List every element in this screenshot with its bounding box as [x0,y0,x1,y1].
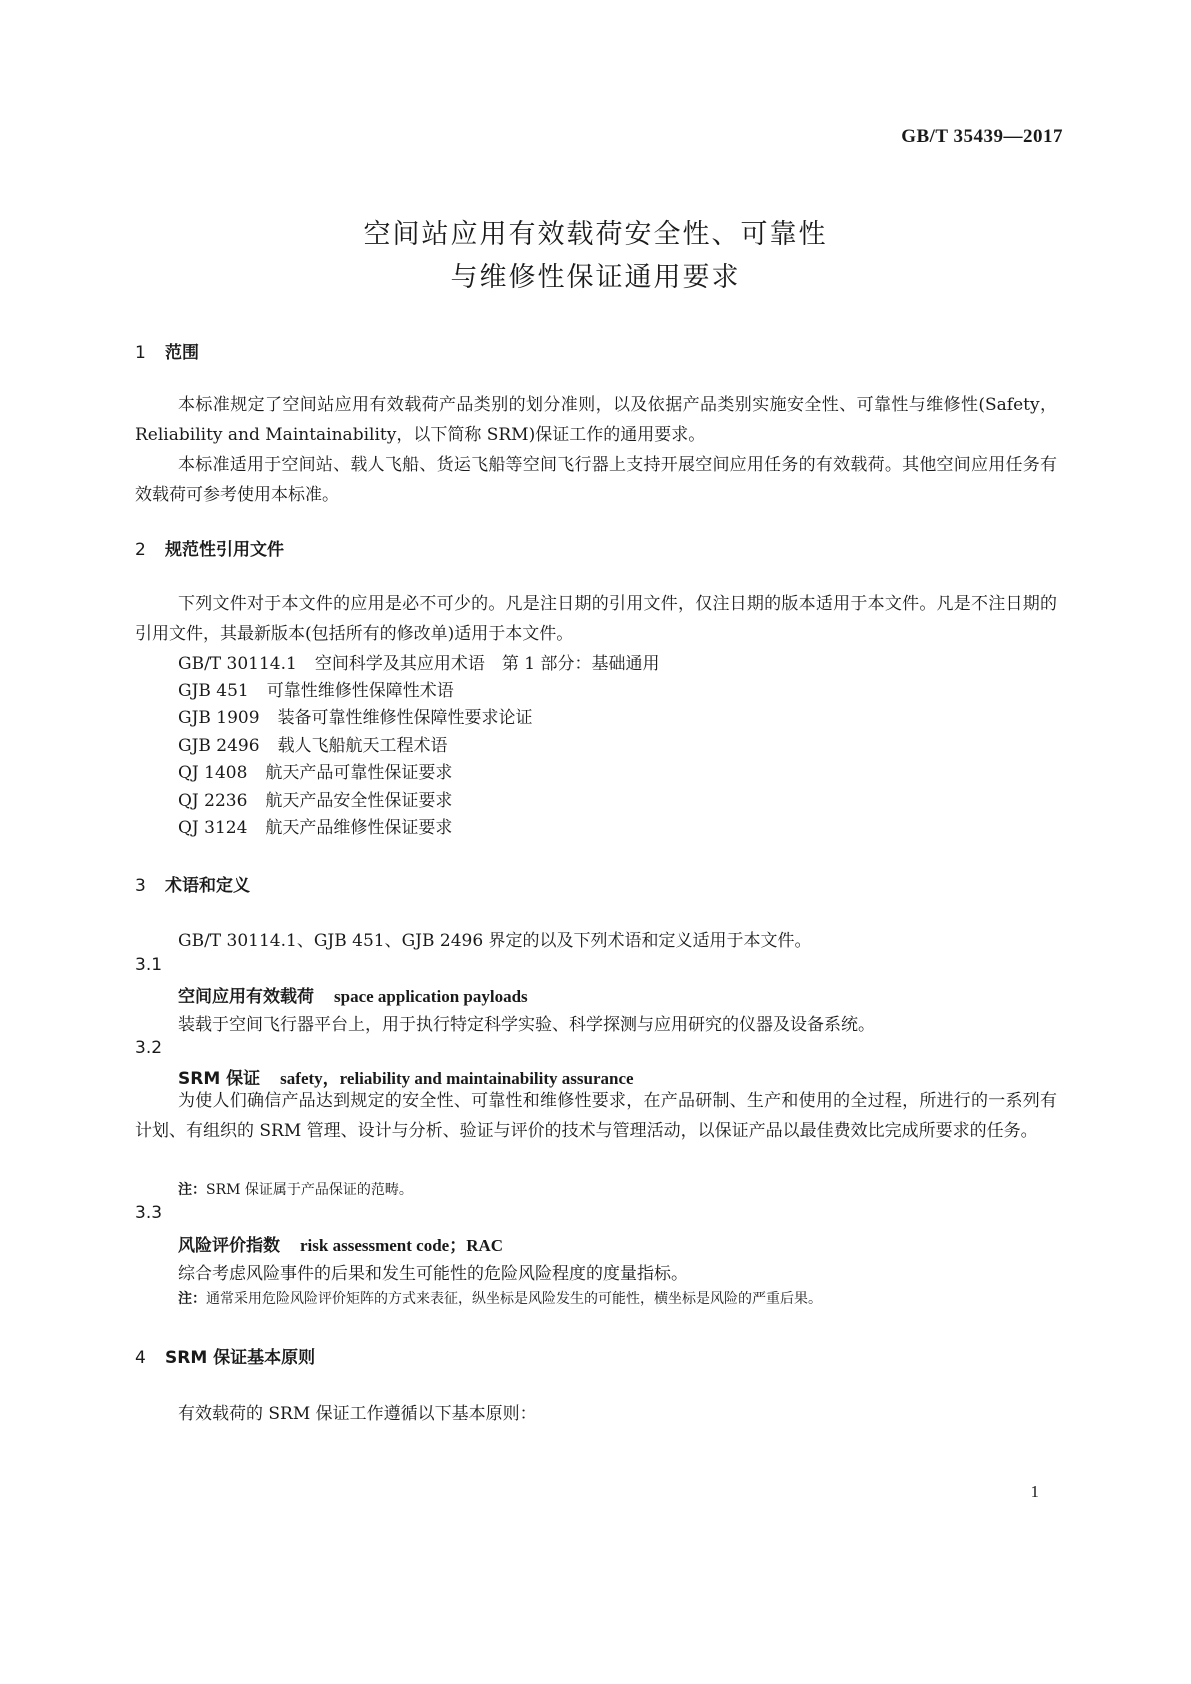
reference-code: GJB 451 [178,681,249,701]
reference-code: GJB 2496 [178,736,260,756]
document-title-line-1: 空间站应用有效载荷安全性、可靠性 [363,219,828,250]
section-number: 3 [135,876,146,896]
section-3-heading [135,871,250,896]
reference-code: GB/T 30114.1 [178,654,297,674]
reference-title: 装备可靠性维修性保障性要求论证 [277,708,533,728]
reference-item [178,703,533,728]
section-1-heading [135,338,199,363]
section-2-heading [135,535,284,560]
section-title: SRM 保证基本原则 [165,1348,316,1368]
term-english: risk assessment code；RAC [300,1236,504,1255]
term-number: 3.2 [135,1038,163,1058]
term-number: 3.1 [135,955,163,975]
term-note [178,1179,413,1199]
reference-item [178,676,454,701]
reference-code: QJ 2236 [178,791,248,811]
term-title [178,1231,503,1256]
section-number: 4 [135,1348,146,1368]
reference-item [178,813,452,838]
section-number: 2 [135,540,146,560]
section-title: 术语和定义 [165,876,250,896]
term-chinese: 空间应用有效载荷 [178,987,314,1007]
note-text: SRM 保证属于产品保证的范畴。 [206,1182,413,1198]
reference-title: 载人飞船航天工程术语 [277,736,448,756]
section-1-paragraph-1: 本标准规定了空间站应用有效载荷产品类别的划分准则，以及依据产品类别实施安全性、可靠性与维修性(Safety，Reliability and Maintainability，以下简称 SRM)保证工作的通用要求。 [135,395,1057,445]
section-4-heading [135,1343,315,1368]
document-title-line-2: 与维修性保证通用要求 [450,262,741,293]
term-english: space application payloads [334,987,528,1006]
reference-code: QJ 3124 [178,818,248,838]
reference-item [178,758,452,783]
section-2-intro: 下列文件对于本文件的应用是必不可少的。凡是注日期的引用文件，仅注日期的版本适用于本文件。凡是不注日期的引用文件，其最新版本(包括所有的修改单)适用于本文件。 [135,594,1057,644]
term-definition: 装载于空间飞行器平台上，用于执行特定科学实验、科学探测与应用研究的仪器及设备系统。 [178,1015,875,1035]
reference-title: 航天产品可靠性保证要求 [265,763,453,783]
reference-item [178,731,448,756]
term-chinese: 风险评价指数 [178,1236,280,1256]
term-chinese: SRM 保证 [178,1069,261,1089]
term-title [178,982,528,1007]
standard-code: GB/T 35439—2017 [901,126,1063,147]
reference-item [178,786,452,811]
reference-title: 可靠性维修性保障性术语 [266,681,454,701]
section-3-intro: GB/T 30114.1、GJB 451、GJB 2496 界定的以及下列术语和定义适用于本文件。 [178,931,812,951]
section-title: 范围 [165,343,199,363]
reference-item [178,649,659,674]
section-4-intro: 有效载荷的 SRM 保证工作遵循以下基本原则： [178,1404,537,1424]
section-number: 1 [135,343,146,363]
section-1-paragraph-2: 本标准适用于空间站、载人飞船、货运飞船等空间飞行器上支持开展空间应用任务的有效载荷。其他空间应用任务有效载荷可参考使用本标准。 [135,455,1057,505]
reference-title: 空间科学及其应用术语 第 1 部分：基础通用 [314,654,660,674]
note-label: 注： [178,1182,206,1198]
term-definition: 综合考虑风险事件的后果和发生可能性的危险风险程度的度量指标。 [178,1264,688,1284]
page-number: 1 [1030,1482,1039,1501]
term-note [178,1288,822,1308]
section-title: 规范性引用文件 [165,540,284,560]
term-number: 3.3 [135,1203,163,1223]
reference-code: QJ 1408 [178,763,248,783]
term-definition: 为使人们确信产品达到规定的安全性、可靠性和维修性要求，在产品研制、生产和使用的全过程，所进行的一系列有计划、有组织的 SRM 管理、设计与分析、验证与评价的技术与管理活动，以保证产品以最佳费效比完成所要求的任务。 [135,1091,1057,1141]
term-english: safety，reliability and maintainability assurance [280,1069,634,1088]
reference-code: GJB 1909 [178,708,260,728]
note-text: 通常采用危险风险评价矩阵的方式来表征，纵坐标是风险发生的可能性，横坐标是风险的严重后果。 [206,1291,822,1307]
reference-title: 航天产品安全性保证要求 [265,791,453,811]
note-label: 注： [178,1291,206,1307]
reference-title: 航天产品维修性保证要求 [265,818,453,838]
